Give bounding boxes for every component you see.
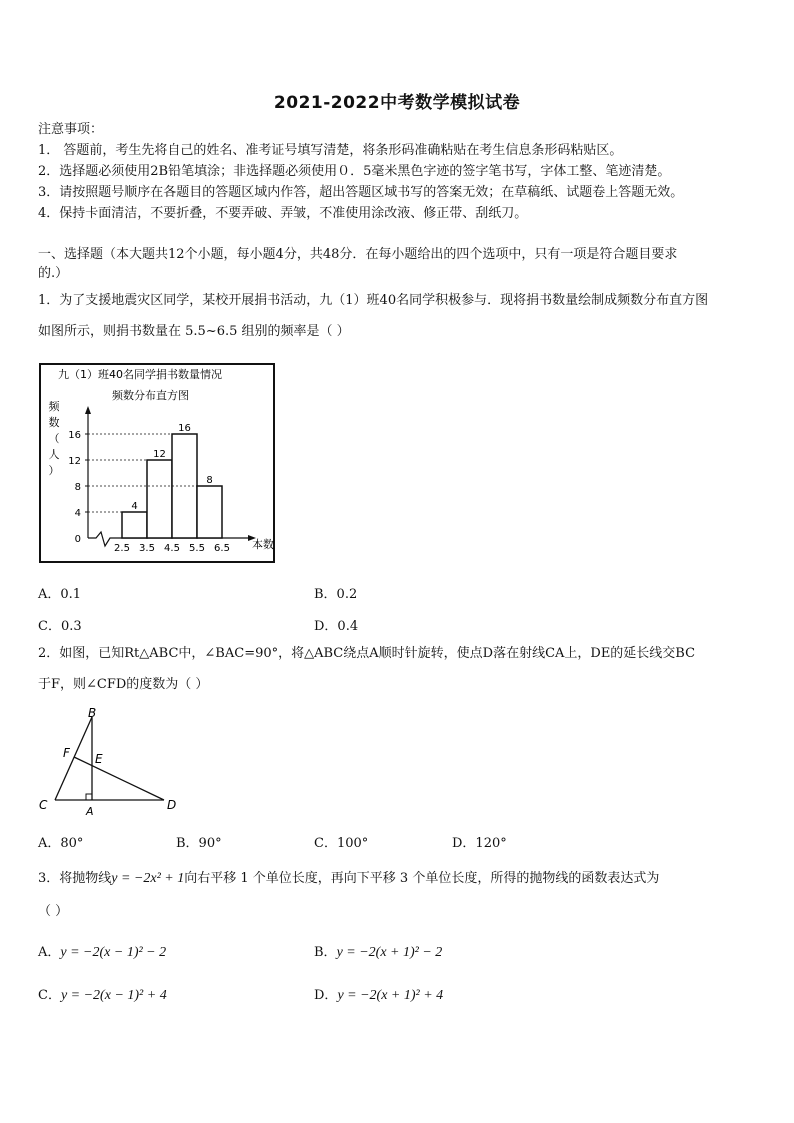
q1-text-line2: 如图所示，则捐书数量在 5.5~6.5 组别的频率是（ ）	[38, 324, 350, 339]
q3-option-d[interactable]	[314, 984, 443, 1004]
label-a: A	[86, 805, 94, 818]
ylabel-char: ）	[48, 464, 60, 477]
y-tick-label: 4	[74, 508, 81, 519]
q3-option-a-label: A．	[38, 945, 61, 960]
q3-option-d-label: D．	[314, 988, 338, 1003]
notice-item-2: 2．选择题必须使用2B铅笔填涂；非选择题必须使用０．5毫米黑色字迹的签字笔书写，字体工整、笔迹清楚。	[38, 164, 671, 179]
x-tick-label: 3.5	[139, 543, 155, 554]
chart-ylabel	[49, 399, 61, 477]
q3-text-line1	[38, 871, 659, 887]
right-angle-mark	[86, 794, 92, 800]
q1-option-d[interactable]: D．0.4	[314, 619, 359, 634]
q3-suffix: 向右平移 1 个单位长度，再向下平移 3 个单位长度，所得的抛物线的函数表达式为	[184, 871, 660, 886]
q3-option-c-expr: y = −2(x − 1)² + 4	[60, 988, 167, 1003]
notice-item-4: 4．保持卡面清洁，不要折叠，不要弄破、弄皱，不准使用涂改液、修正带、刮纸刀。	[38, 206, 528, 221]
notice-item-1: 1． 答题前，考生先将自己的姓名、准考证号填写清楚，将条形码准确粘贴在考生信息条形码粘贴区。	[38, 143, 623, 158]
q3-option-b-expr: y = −2(x + 1)² − 2	[336, 945, 443, 960]
notice-item-3: 3．请按照题号顺序在各题目的答题区域内作答，超出答题区域书写的答案无效；在草稿纸、试题卷上答题无效。	[38, 185, 684, 200]
label-c: C	[39, 798, 48, 812]
x-tick-label: 4.5	[164, 543, 180, 554]
label-e: E	[95, 752, 103, 766]
q1-option-c[interactable]: C．0.3	[38, 619, 82, 634]
q3-formula: y = −2x² + 1	[111, 871, 185, 886]
bar-value-label: 16	[178, 423, 191, 434]
chart-xlabel: 本数	[252, 538, 274, 551]
ylabel-char: 人	[48, 448, 60, 461]
ylabel-char: 频	[48, 400, 60, 413]
q3-option-c[interactable]	[38, 984, 167, 1004]
y-tick-label: 0	[74, 534, 81, 545]
x-tick-label: 2.5	[114, 543, 130, 554]
q1-option-a[interactable]: A．0.1	[38, 587, 82, 602]
bar-value-label: 12	[153, 449, 166, 460]
q2-text-line1: 2．如图，已知Rt△ABC中，∠BAC=90°，将△ABC绕点A顺时针旋转，使点D落在射线CA上，DE的延长线交BC	[38, 646, 696, 661]
triangle-figure	[36, 703, 186, 819]
q2-option-c[interactable]: C．100°	[314, 836, 369, 851]
bar-value-label: 8	[206, 475, 213, 486]
section-heading-line1: 一、选择题（本大题共12个小题，每小题4分，共48分．在每小题给出的四个选项中，只有一项是符合题目要求	[38, 247, 678, 262]
notice-heading: 注意事项：	[38, 122, 104, 137]
q1-option-b[interactable]: B．0.2	[314, 587, 358, 602]
ylabel-char: （	[48, 432, 60, 445]
chart-title: 九（1）班40名同学捐书数量情况	[58, 368, 222, 381]
q3-text-line2: （ ）	[38, 904, 69, 919]
q3-option-b[interactable]	[314, 941, 442, 961]
bar	[147, 460, 172, 538]
page-title: 2021-2022中考数学模拟试卷	[273, 93, 521, 113]
x-tick-label: 5.5	[189, 543, 205, 554]
q3-option-d-expr: y = −2(x + 1)² + 4	[337, 988, 444, 1003]
q3-option-a-expr: y = −2(x − 1)² − 2	[60, 945, 167, 960]
ylabel-char: 数	[48, 416, 60, 429]
y-tick-label: 12	[68, 456, 81, 467]
segment-cb	[55, 717, 92, 800]
q3-option-c-label: C．	[38, 988, 61, 1003]
bar-value-label: 4	[131, 501, 138, 512]
label-f: F	[63, 746, 70, 760]
q3-option-b-label: B．	[314, 945, 337, 960]
q2-option-b[interactable]: B．90°	[176, 836, 222, 851]
q1-text-line1: 1．为了支援地震灾区同学，某校开展捐书活动，九（1）班40名同学积极参与．现将捐书数量绘制成频数分布直方图	[38, 293, 709, 308]
y-tick-label: 8	[74, 482, 81, 493]
bar	[122, 512, 147, 538]
q3-option-a[interactable]	[38, 941, 166, 961]
label-d: D	[167, 798, 177, 812]
label-b: B	[88, 706, 97, 720]
chart-subtitle: 频数分布直方图	[112, 389, 189, 402]
y-tick-label: 16	[68, 430, 81, 441]
q3-prefix: 3．将抛物线	[38, 871, 112, 886]
x-tick-label: 6.5	[214, 543, 230, 554]
q2-option-a[interactable]: A．80°	[38, 836, 84, 851]
bar	[197, 486, 222, 538]
section-heading-line2: 的.）	[38, 266, 69, 281]
q2-option-d[interactable]: D．120°	[452, 836, 507, 851]
histogram-chart	[38, 362, 276, 564]
q2-text-line2: 于F，则∠CFD的度数为（ ）	[38, 677, 209, 692]
